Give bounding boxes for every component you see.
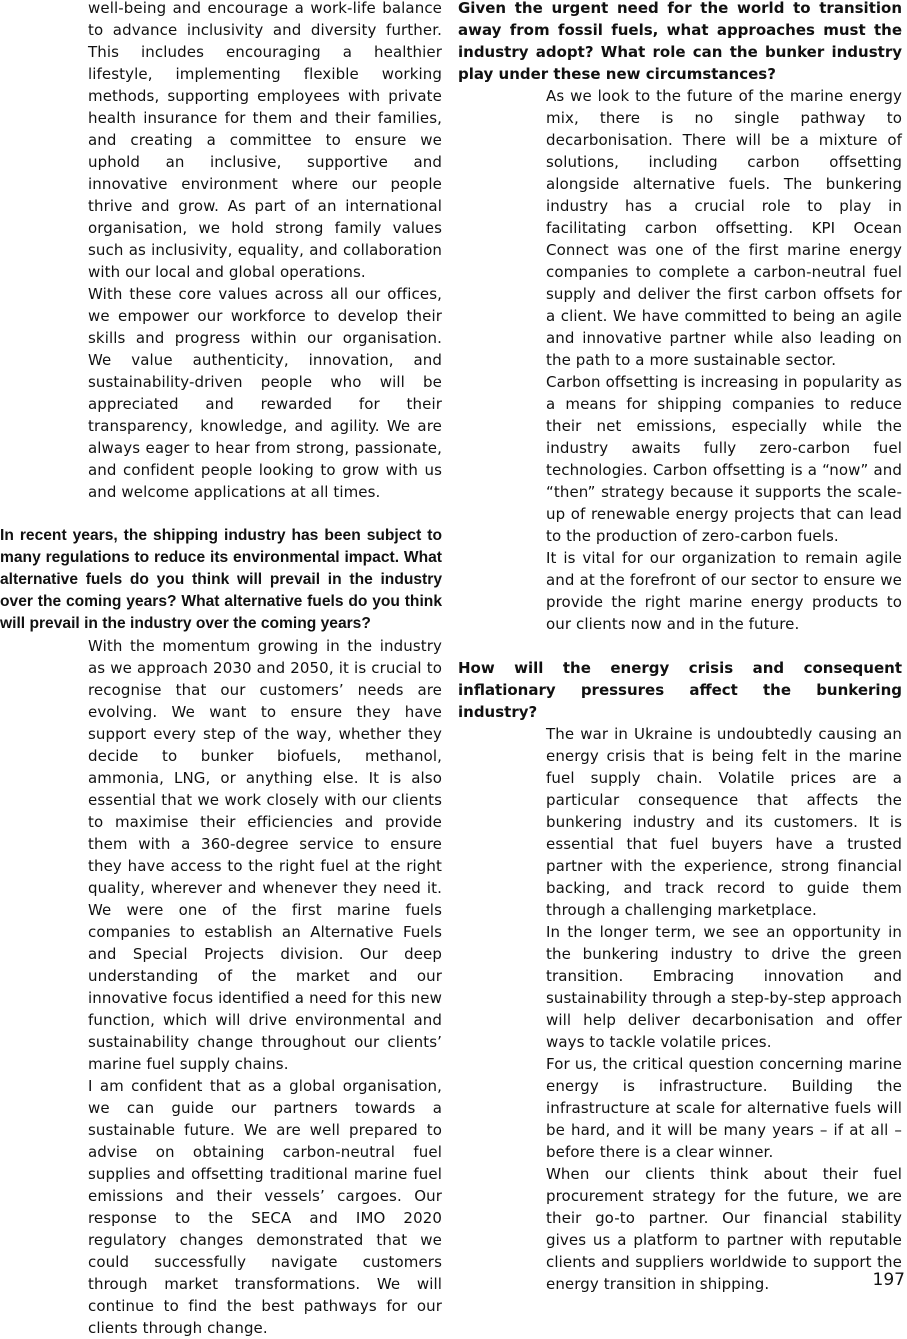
page-number: 197 <box>872 1270 905 1290</box>
paragraph: well-being and encourage a work-life balance to advance inclusivity and diversity further. This includes encouraging a healthier lifestyle, implementing flexible working methods, supporting employees with private health insurance for them and their families, and creating a committee to ensure we uphold an inclusive, supportive and innovative environment where our people thrive and grow. As part of an international organisation, we hold strong family values such as inclusivity, equality, and collaboration with our local and global operations. <box>88 0 442 281</box>
paragraph: I am confident that as a global organisation, we can guide our partners towards a sustainable future. We are well prepared to advise on obtaining carbon-neutral fuel supplies and offsetting traditional marine fuel emissions and their vessels’ cargoes. Our response to the SECA and IMO 2020 regulatory changes demonstrated that we could successfully navigate customers through market transformations. We will continue to find the best pathways for our clients through change. <box>88 1077 442 1337</box>
answer-text <box>458 723 902 1295</box>
paragraph: As we look to the future of the marine energy mix, there is no single pathway to decarbonisation. There will be a mixture of solutions, including carbon offsetting alongside alternative fuels. The bunkering industry has a crucial role to play in facilitating carbon offsetting. KPI Ocean Connect was one of the first marine energy companies to complete a carbon-neutral fuel supply and deliver the first carbon offsets for a client. We have committed to being an agile and innovative partner while also leading on the path to a more sustainable sector. <box>546 87 902 369</box>
paragraph: For us, the critical question concerning marine energy is infrastructure. Building the infrastructure at scale for alternative fuels will be hard, and it will be many years – if at all – before there is a clear winner. <box>546 1055 902 1161</box>
intro-text <box>0 0 442 503</box>
question-heading: How will the energy crisis and consequent inflationary pressures affect the bunkering industry? <box>458 659 902 721</box>
answer-text <box>458 85 902 635</box>
answer-text <box>0 635 442 1339</box>
paragraph: With these core values across all our offices, we empower our workforce to develop their skills and progress within our organisation. We value authenticity, innovation, and sustainability-driven people who will be appreciated and rewarded for their transparency, knowledge, and agility. We are always eager to hear from strong, passionate, and confident people looking to grow with us and welcome applications at all times. <box>88 285 442 501</box>
paragraph: The war in Ukraine is undoubtedly causing an energy crisis that is being felt in the marine fuel supply chain. Volatile prices are a particular consequence that affects the bunkering industry and its customers. It is essential that fuel buyers have a trusted partner with the experience, strong financial backing, and track record to guide them through a challenging marketplace. <box>546 725 902 919</box>
paragraph: Carbon offsetting is increasing in popularity as a means for shipping companies to reduce their net emissions, especially while the industry awaits fully zero-carbon fuel technologies. Carbon offsetting is a “now” and “then” strategy because it supports the scale-up of renewable energy projects that can lead to the production of zero-carbon fuels. <box>546 373 902 545</box>
paragraph: It is vital for our organization to remain agile and at the forefront of our sector to ensure we provide the right marine energy products to our clients now and in the future. <box>546 549 902 633</box>
question-heading: Given the urgent need for the world to transition away from fossil fuels, what approaches must the industry adopt? What role can the bunker industry play under these new circumstances? <box>458 0 902 83</box>
right-column <box>458 0 902 1295</box>
paragraph: When our clients think about their fuel procurement strategy for the future, we are their go-to partner. Our financial stability gives us a platform to partner with reputable clients and suppliers worldwide to support the energy transition in shipping. <box>546 1165 902 1293</box>
left-column <box>0 0 442 1339</box>
paragraph: With the momentum growing in the industry as we approach 2030 and 2050, it is crucial to recognise that our customers’ needs are evolving. We want to ensure they have support every step of the way, whether they decide to bunker biofuels, methanol, ammonia, LNG, or anything else. It is also essential that we work closely with our clients to maximise their efficiencies and provide them with a 360-degree service to ensure they have access to the right fuel at the right quality, wherever and whenever they need it. We were one of the first marine fuels companies to establish an Alternative Fuels and Special Projects division. Our deep understanding of the market and our innovative focus identified a need for this new function, which will drive environmental and sustainability change throughout our clients’ marine fuel supply chains. <box>88 637 442 1073</box>
question-heading: In recent years, the shipping industry has been subject to many regulations to reduce its environmental impact. What alternative fuels do you think will prevail in the industry over the coming years? What alternative fuels do you think will prevail in the industry over the coming years? <box>0 527 442 632</box>
paragraph: In the longer term, we see an opportunity in the bunkering industry to drive the green transition. Embracing innovation and sustainability through a step-by-step approach will help deliver decarbonisation and offer ways to tackle volatile prices. <box>546 923 902 1051</box>
